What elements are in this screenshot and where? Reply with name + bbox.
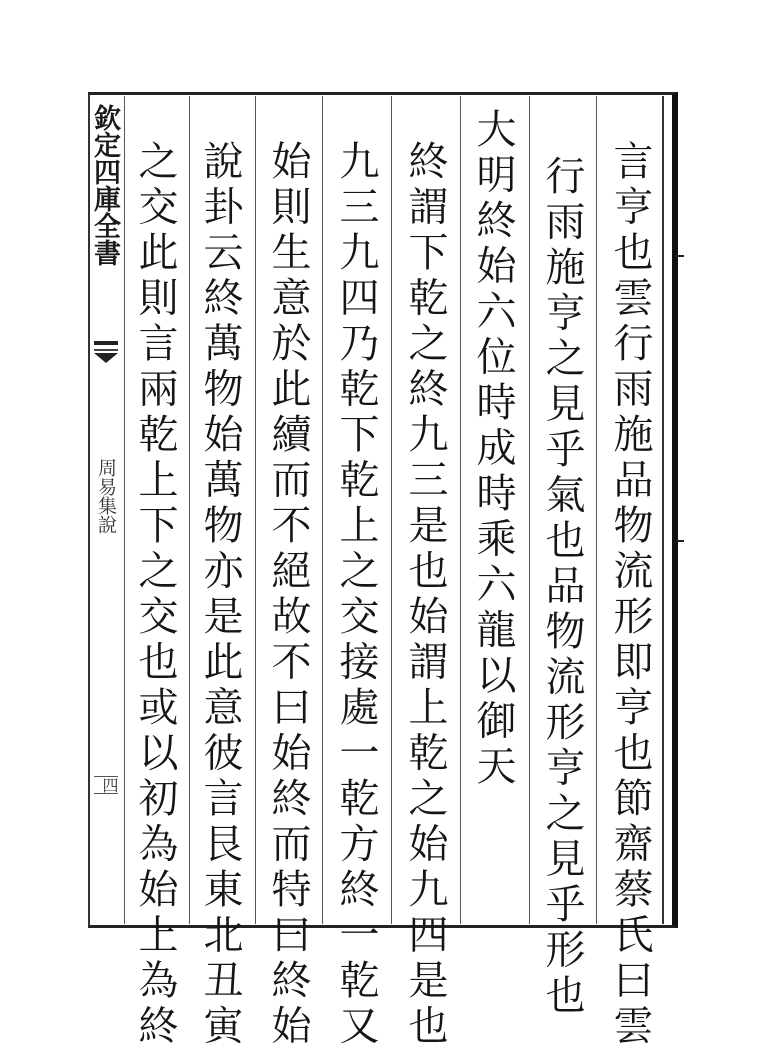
frame-edge-tick [676, 540, 684, 542]
column-divider [189, 96, 190, 924]
column-divider [124, 96, 125, 924]
text-column-4: 終謂下乾之終九三是也始謂上乾之始九四是也 [402, 140, 448, 1050]
text-column-1: 言亨也雲行雨施品物流形即亨也節齋蔡氏曰雲 [607, 140, 653, 1050]
frame-inner-right-line [662, 96, 664, 924]
column-divider [460, 96, 461, 924]
column-divider [391, 96, 392, 924]
text-column-7: 說卦云終萬物始萬物亦是此意彼言艮東北丑寅 [197, 140, 243, 1050]
column-divider [255, 96, 256, 924]
page-number: 四 [94, 776, 118, 794]
fishtail-mark-icon [94, 341, 118, 363]
text-column-8: 之交此則言兩乾上下之交也或以初為始上為終 [132, 140, 178, 1050]
text-column-2: 行雨施亨之見乎氣也品物流形亨之見乎形也 [539, 155, 585, 1020]
collection-title: 欽定四庫全書 [89, 104, 120, 266]
center-margin-column [90, 96, 122, 924]
column-divider [529, 96, 530, 924]
column-divider [322, 96, 323, 924]
text-column-5: 九三九四乃乾下乾上之交接處一乾方終一乾又 [333, 140, 379, 1050]
text-column-6: 始則生意於此續而不絕故不曰始終而特曰終始 [265, 140, 311, 1050]
column-divider [596, 96, 597, 924]
book-title: 周易集說 [95, 458, 117, 534]
text-column-3: 大明終始六位時成時乘六龍以御天 [470, 108, 516, 791]
frame-edge-tick [676, 255, 684, 257]
